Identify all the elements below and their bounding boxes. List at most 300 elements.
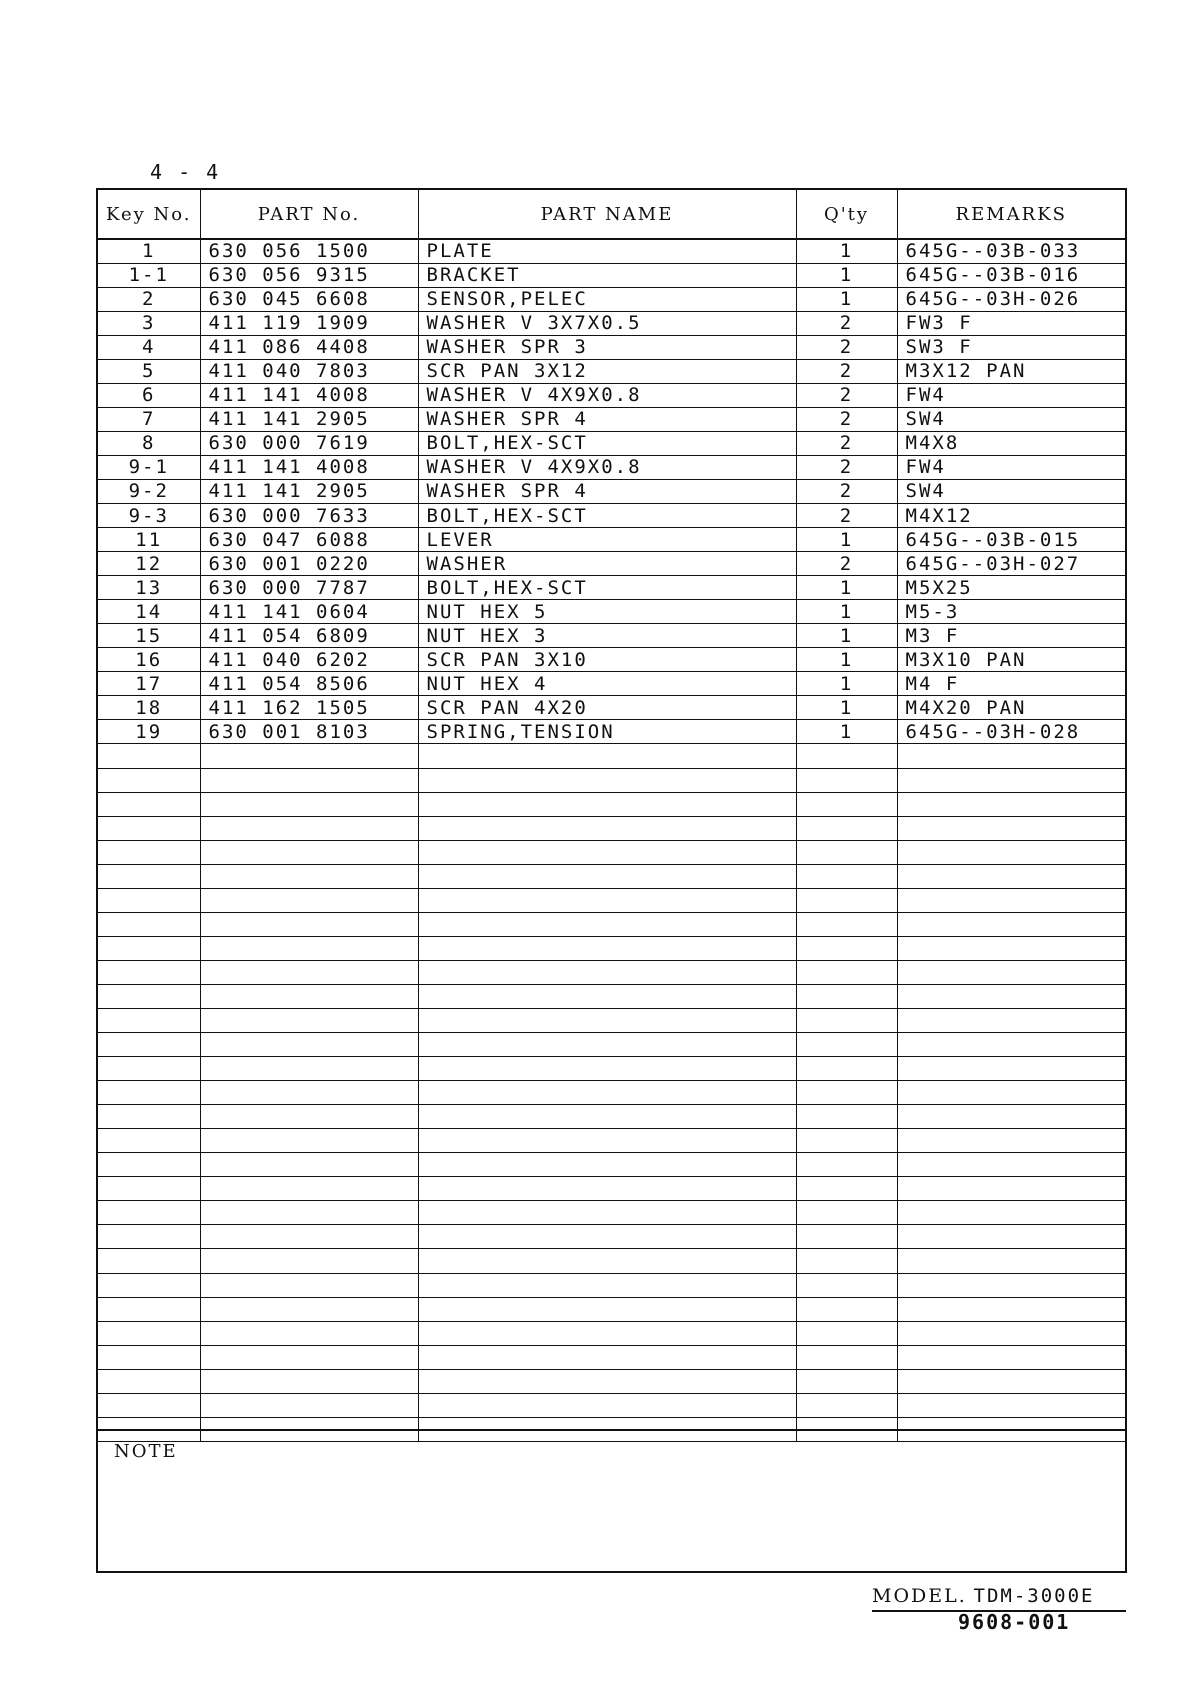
cell-remarks	[897, 1393, 1125, 1417]
cell-key-no: 13	[98, 576, 200, 600]
table-row	[98, 383, 1125, 407]
cell-part-name	[418, 1369, 796, 1393]
cell-key-no: 1-1	[98, 263, 200, 287]
cell-part-name	[418, 1201, 796, 1225]
cell-part-name: WASHER SPR 3	[418, 335, 796, 359]
cell-part-name: WASHER V 4X9X0.8	[418, 383, 796, 407]
cell-key-no	[98, 1297, 200, 1321]
cell-part-no	[200, 1225, 418, 1249]
cell-part-name: NUT HEX 4	[418, 672, 796, 696]
blank-table-row	[98, 768, 1125, 792]
cell-remarks	[897, 1153, 1125, 1177]
cell-key-no	[98, 792, 200, 816]
blank-table-row	[98, 1225, 1125, 1249]
cell-remarks: M5-3	[897, 600, 1125, 624]
cell-remarks: 645G--03B-015	[897, 528, 1125, 552]
blank-table-row	[98, 816, 1125, 840]
cell-key-no: 8	[98, 431, 200, 455]
cell-part-name: SENSOR,PELEC	[418, 287, 796, 311]
cell-part-no	[200, 984, 418, 1008]
blank-table-row	[98, 840, 1125, 864]
cell-part-name: SCR PAN 3X12	[418, 359, 796, 383]
cell-key-no	[98, 1225, 200, 1249]
cell-key-no: 16	[98, 648, 200, 672]
cell-part-name	[418, 888, 796, 912]
cell-remarks	[897, 1297, 1125, 1321]
cell-remarks: 645G--03H-027	[897, 552, 1125, 576]
cell-part-no	[200, 1369, 418, 1393]
cell-part-no	[200, 816, 418, 840]
table-row	[98, 455, 1125, 479]
cell-key-no	[98, 1105, 200, 1129]
cell-remarks: M3X10 PAN	[897, 648, 1125, 672]
blank-table-row	[98, 792, 1125, 816]
cell-part-name	[418, 1393, 796, 1417]
model-value: TDM-3000E	[973, 1585, 1095, 1607]
page-number: 4 - 4	[150, 160, 221, 184]
cell-key-no: 5	[98, 359, 200, 383]
cell-part-name	[418, 1033, 796, 1057]
cell-part-no	[200, 888, 418, 912]
table-row	[98, 552, 1125, 576]
cell-key-no	[98, 960, 200, 984]
cell-remarks	[897, 1321, 1125, 1345]
cell-part-name: BOLT,HEX-SCT	[418, 504, 796, 528]
cell-qty	[796, 888, 897, 912]
cell-qty: 1	[796, 720, 897, 744]
table-row	[98, 479, 1125, 503]
cell-remarks	[897, 984, 1125, 1008]
table-row	[98, 407, 1125, 431]
cell-remarks: M3X12 PAN	[897, 359, 1125, 383]
cell-part-no	[200, 744, 418, 768]
cell-qty: 1	[796, 263, 897, 287]
cell-part-no	[200, 1273, 418, 1297]
cell-key-no: 9-2	[98, 479, 200, 503]
cell-key-no: 12	[98, 552, 200, 576]
cell-remarks	[897, 792, 1125, 816]
document-number: 9608-001	[958, 1610, 1071, 1634]
cell-remarks	[897, 1369, 1125, 1393]
cell-qty	[796, 1369, 897, 1393]
cell-key-no: 19	[98, 720, 200, 744]
blank-table-row	[98, 1009, 1125, 1033]
cell-part-no: 411 119 1909	[200, 311, 418, 335]
table-row	[98, 335, 1125, 359]
header-part-no: PART No.	[200, 190, 418, 239]
table-row	[98, 359, 1125, 383]
cell-remarks: M4X8	[897, 431, 1125, 455]
cell-qty	[796, 840, 897, 864]
cell-part-name: WASHER SPR 4	[418, 479, 796, 503]
cell-remarks	[897, 816, 1125, 840]
cell-qty: 1	[796, 576, 897, 600]
cell-part-no	[200, 1177, 418, 1201]
blank-table-row	[98, 936, 1125, 960]
header-key-no: Key No.	[98, 190, 200, 239]
blank-table-row	[98, 1321, 1125, 1345]
cell-qty	[796, 744, 897, 768]
cell-part-no	[200, 840, 418, 864]
cell-key-no	[98, 984, 200, 1008]
cell-qty	[796, 1273, 897, 1297]
cell-part-no	[200, 1153, 418, 1177]
cell-part-name: PLATE	[418, 239, 796, 263]
cell-part-no: 630 000 7619	[200, 431, 418, 455]
cell-key-no	[98, 1273, 200, 1297]
cell-remarks: SW4	[897, 407, 1125, 431]
table-header-row	[98, 190, 1125, 239]
cell-key-no	[98, 1033, 200, 1057]
table-row	[98, 720, 1125, 744]
cell-part-name	[418, 960, 796, 984]
blank-table-row	[98, 888, 1125, 912]
cell-part-no: 411 141 4008	[200, 455, 418, 479]
cell-qty	[796, 1297, 897, 1321]
cell-remarks	[897, 888, 1125, 912]
cell-remarks: M4X20 PAN	[897, 696, 1125, 720]
cell-part-no: 630 000 7787	[200, 576, 418, 600]
cell-part-no	[200, 864, 418, 888]
cell-part-name: WASHER V 4X9X0.8	[418, 455, 796, 479]
blank-table-row	[98, 1057, 1125, 1081]
cell-qty	[796, 1105, 897, 1129]
cell-part-no: 411 054 8506	[200, 672, 418, 696]
cell-qty	[796, 1009, 897, 1033]
cell-qty: 1	[796, 528, 897, 552]
cell-key-no: 1	[98, 239, 200, 263]
cell-part-no	[200, 1321, 418, 1345]
cell-part-name	[418, 1153, 796, 1177]
cell-key-no	[98, 888, 200, 912]
cell-qty	[796, 912, 897, 936]
blank-table-row	[98, 1201, 1125, 1225]
cell-part-name: WASHER SPR 4	[418, 407, 796, 431]
cell-part-name	[418, 1321, 796, 1345]
header-qty: Q'ty	[796, 190, 897, 239]
cell-part-name: WASHER V 3X7X0.5	[418, 311, 796, 335]
blank-table-row	[98, 1249, 1125, 1273]
cell-part-no: 411 054 6809	[200, 624, 418, 648]
cell-part-no: 411 141 2905	[200, 479, 418, 503]
header-part-name: PART NAME	[418, 190, 796, 239]
blank-table-row	[98, 1033, 1125, 1057]
cell-qty: 2	[796, 383, 897, 407]
cell-qty: 2	[796, 335, 897, 359]
cell-part-no: 630 047 6088	[200, 528, 418, 552]
blank-table-row	[98, 1105, 1125, 1129]
cell-qty	[796, 1081, 897, 1105]
cell-part-name	[418, 1057, 796, 1081]
table-row	[98, 287, 1125, 311]
cell-qty: 2	[796, 552, 897, 576]
cell-part-no	[200, 768, 418, 792]
cell-remarks	[897, 1129, 1125, 1153]
cell-qty: 1	[796, 648, 897, 672]
cell-remarks: SW3 F	[897, 335, 1125, 359]
cell-qty	[796, 960, 897, 984]
cell-part-name	[418, 864, 796, 888]
cell-part-no: 411 040 6202	[200, 648, 418, 672]
cell-qty	[796, 1153, 897, 1177]
cell-qty	[796, 1345, 897, 1369]
cell-part-name	[418, 1273, 796, 1297]
cell-qty: 2	[796, 479, 897, 503]
cell-qty	[796, 1225, 897, 1249]
blank-table-row	[98, 864, 1125, 888]
cell-part-name: BOLT,HEX-SCT	[418, 576, 796, 600]
cell-part-no	[200, 1009, 418, 1033]
cell-qty: 1	[796, 287, 897, 311]
cell-key-no: 4	[98, 335, 200, 359]
cell-remarks: FW4	[897, 383, 1125, 407]
cell-qty	[796, 792, 897, 816]
cell-part-no	[200, 912, 418, 936]
cell-part-name	[418, 1345, 796, 1369]
cell-key-no	[98, 1393, 200, 1417]
blank-table-row	[98, 744, 1125, 768]
cell-part-name	[418, 816, 796, 840]
cell-qty	[796, 1321, 897, 1345]
cell-key-no	[98, 936, 200, 960]
cell-remarks	[897, 840, 1125, 864]
cell-key-no	[98, 1249, 200, 1273]
table-row	[98, 263, 1125, 287]
cell-qty	[796, 1057, 897, 1081]
cell-qty	[796, 1033, 897, 1057]
cell-part-name: SPRING,TENSION	[418, 720, 796, 744]
cell-part-no	[200, 1345, 418, 1369]
cell-remarks	[897, 1009, 1125, 1033]
cell-part-no	[200, 1057, 418, 1081]
cell-key-no	[98, 1321, 200, 1345]
parts-table	[98, 190, 1125, 1442]
cell-remarks	[897, 1105, 1125, 1129]
cell-part-no	[200, 1297, 418, 1321]
parts-list-frame	[96, 188, 1127, 1573]
cell-remarks	[897, 912, 1125, 936]
cell-part-no: 411 141 4008	[200, 383, 418, 407]
cell-key-no: 7	[98, 407, 200, 431]
cell-part-name	[418, 744, 796, 768]
cell-part-no: 411 141 2905	[200, 407, 418, 431]
cell-remarks	[897, 1177, 1125, 1201]
cell-remarks: M4X12	[897, 504, 1125, 528]
table-row	[98, 576, 1125, 600]
cell-remarks	[897, 1345, 1125, 1369]
blank-table-row	[98, 960, 1125, 984]
cell-remarks	[897, 1201, 1125, 1225]
cell-key-no: 11	[98, 528, 200, 552]
cell-part-no: 411 141 0604	[200, 600, 418, 624]
table-row	[98, 696, 1125, 720]
cell-key-no	[98, 1153, 200, 1177]
cell-key-no: 17	[98, 672, 200, 696]
cell-part-no: 630 000 7633	[200, 504, 418, 528]
cell-part-no	[200, 1129, 418, 1153]
cell-remarks	[897, 744, 1125, 768]
cell-key-no	[98, 1009, 200, 1033]
cell-qty: 1	[796, 672, 897, 696]
cell-key-no: 15	[98, 624, 200, 648]
cell-key-no: 2	[98, 287, 200, 311]
table-row	[98, 311, 1125, 335]
cell-remarks	[897, 1273, 1125, 1297]
cell-remarks: 645G--03H-026	[897, 287, 1125, 311]
cell-part-name	[418, 1177, 796, 1201]
blank-table-row	[98, 1297, 1125, 1321]
blank-table-row	[98, 1153, 1125, 1177]
cell-key-no	[98, 768, 200, 792]
cell-part-no: 411 162 1505	[200, 696, 418, 720]
cell-part-name: NUT HEX 3	[418, 624, 796, 648]
cell-qty: 2	[796, 407, 897, 431]
cell-part-no: 630 056 1500	[200, 239, 418, 263]
cell-qty: 1	[796, 239, 897, 263]
cell-qty	[796, 1177, 897, 1201]
blank-table-row	[98, 1345, 1125, 1369]
cell-key-no	[98, 816, 200, 840]
model-line	[872, 1585, 1126, 1612]
cell-key-no: 9-1	[98, 455, 200, 479]
cell-qty: 2	[796, 359, 897, 383]
cell-remarks	[897, 960, 1125, 984]
cell-part-name: NUT HEX 5	[418, 600, 796, 624]
cell-key-no	[98, 1201, 200, 1225]
cell-remarks: 645G--03B-016	[897, 263, 1125, 287]
cell-key-no: 18	[98, 696, 200, 720]
cell-part-name	[418, 792, 796, 816]
cell-qty: 2	[796, 504, 897, 528]
cell-remarks	[897, 1057, 1125, 1081]
model-label: MODEL.	[872, 1585, 967, 1607]
cell-part-no	[200, 1201, 418, 1225]
cell-key-no	[98, 1369, 200, 1393]
cell-part-no	[200, 936, 418, 960]
cell-part-no: 630 045 6608	[200, 287, 418, 311]
table-row	[98, 528, 1125, 552]
cell-part-no	[200, 1081, 418, 1105]
cell-part-no: 411 040 7803	[200, 359, 418, 383]
cell-part-no	[200, 1033, 418, 1057]
cell-key-no	[98, 1345, 200, 1369]
cell-remarks: SW4	[897, 479, 1125, 503]
blank-table-row	[98, 984, 1125, 1008]
cell-part-name	[418, 1081, 796, 1105]
cell-part-name	[418, 1129, 796, 1153]
blank-table-row	[98, 1273, 1125, 1297]
header-remarks: REMARKS	[897, 190, 1125, 239]
blank-table-row	[98, 912, 1125, 936]
cell-part-name	[418, 768, 796, 792]
parts-table-body	[98, 239, 1125, 1441]
cell-part-name	[418, 936, 796, 960]
cell-part-no: 630 001 0220	[200, 552, 418, 576]
blank-table-row	[98, 1393, 1125, 1417]
blank-table-row	[98, 1081, 1125, 1105]
cell-part-name: SCR PAN 3X10	[418, 648, 796, 672]
cell-remarks: M3 F	[897, 624, 1125, 648]
cell-key-no: 3	[98, 311, 200, 335]
note-label: NOTE	[114, 1441, 178, 1462]
cell-part-name	[418, 984, 796, 1008]
cell-qty: 2	[796, 431, 897, 455]
cell-key-no	[98, 1057, 200, 1081]
cell-key-no: 6	[98, 383, 200, 407]
cell-remarks	[897, 1081, 1125, 1105]
cell-key-no	[98, 744, 200, 768]
cell-qty: 1	[796, 696, 897, 720]
cell-part-no: 630 056 9315	[200, 263, 418, 287]
cell-remarks	[897, 936, 1125, 960]
cell-remarks: 645G--03B-033	[897, 239, 1125, 263]
cell-remarks	[897, 1249, 1125, 1273]
cell-qty: 1	[796, 624, 897, 648]
cell-part-name	[418, 1297, 796, 1321]
cell-key-no	[98, 1129, 200, 1153]
cell-key-no: 9-3	[98, 504, 200, 528]
table-row	[98, 504, 1125, 528]
cell-part-name	[418, 840, 796, 864]
table-row	[98, 648, 1125, 672]
cell-part-name	[418, 1009, 796, 1033]
cell-qty	[796, 1393, 897, 1417]
cell-remarks: M4 F	[897, 672, 1125, 696]
cell-qty	[796, 1129, 897, 1153]
cell-remarks: M5X25	[897, 576, 1125, 600]
cell-remarks	[897, 864, 1125, 888]
cell-part-no	[200, 792, 418, 816]
cell-qty	[796, 1249, 897, 1273]
table-row	[98, 600, 1125, 624]
note-section	[98, 1429, 1125, 1571]
cell-part-no	[200, 1249, 418, 1273]
blank-table-row	[98, 1129, 1125, 1153]
cell-remarks	[897, 1033, 1125, 1057]
cell-qty: 1	[796, 600, 897, 624]
cell-qty	[796, 984, 897, 1008]
cell-qty	[796, 864, 897, 888]
cell-part-no: 630 001 8103	[200, 720, 418, 744]
cell-remarks: FW3 F	[897, 311, 1125, 335]
cell-part-no: 411 086 4408	[200, 335, 418, 359]
table-row	[98, 672, 1125, 696]
blank-table-row	[98, 1369, 1125, 1393]
cell-remarks: FW4	[897, 455, 1125, 479]
table-row	[98, 624, 1125, 648]
cell-remarks: 645G--03H-028	[897, 720, 1125, 744]
cell-part-no	[200, 1105, 418, 1129]
cell-part-name	[418, 912, 796, 936]
cell-part-name	[418, 1105, 796, 1129]
cell-qty	[796, 768, 897, 792]
cell-part-no	[200, 1393, 418, 1417]
cell-remarks	[897, 1225, 1125, 1249]
cell-part-name: LEVER	[418, 528, 796, 552]
cell-qty	[796, 1201, 897, 1225]
table-row	[98, 239, 1125, 263]
cell-key-no	[98, 864, 200, 888]
cell-remarks	[897, 768, 1125, 792]
cell-part-name: BRACKET	[418, 263, 796, 287]
cell-key-no: 14	[98, 600, 200, 624]
cell-key-no	[98, 1177, 200, 1201]
cell-part-name: SCR PAN 4X20	[418, 696, 796, 720]
cell-key-no	[98, 912, 200, 936]
cell-qty	[796, 816, 897, 840]
cell-part-name	[418, 1249, 796, 1273]
cell-key-no	[98, 1081, 200, 1105]
